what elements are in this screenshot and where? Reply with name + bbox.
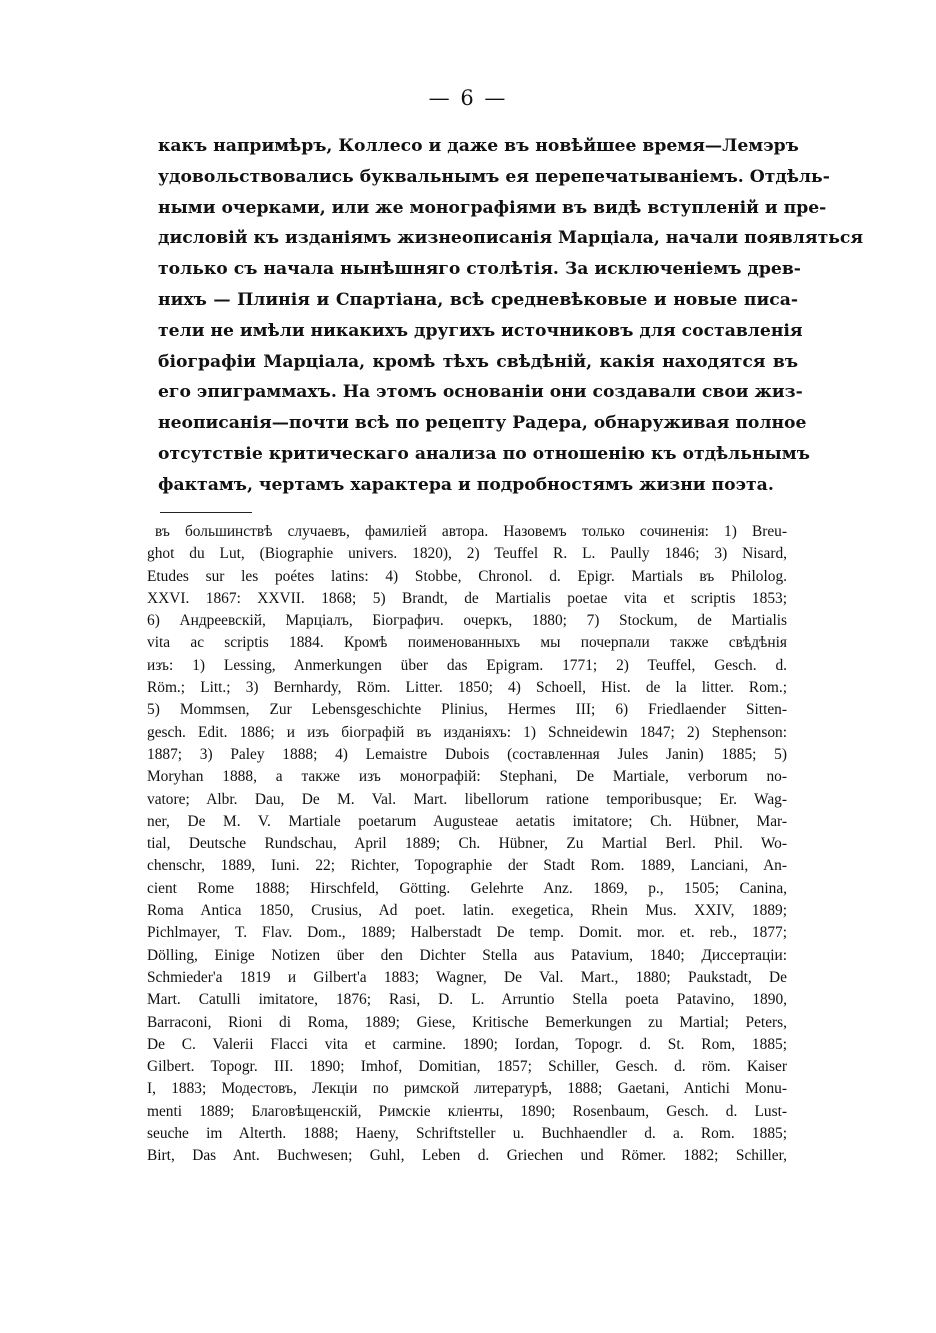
footnote-line: vatore; Albr. Dau, De M. Val. Mart. libellorum ratione temporibusque; Er. Wag- xyxy=(147,790,787,808)
footnote-line: Mart. Catulli imitatore, 1876; Rasi, D. L. Arruntio Stella poeta Patavino, 1890, xyxy=(147,991,787,1009)
main-text-line: его эпиграммахъ. На этомъ основаніи они создавали свои жиз- xyxy=(158,382,803,403)
footnote-line: XXVI. 1867: XXVII. 1868; 5) Brandt, de Martialis poetae vita et scriptis 1853; xyxy=(147,589,787,607)
main-text-line: нихъ — Плинія и Спартіана, всѣ средневѣковые и новые писа- xyxy=(158,289,798,310)
footnote-line: Moryhan 1888, а также изъ монографій: Stephani, De Martiale, verborum no- xyxy=(147,768,787,786)
main-text-line: фактамъ, чертамъ характера и подробностямъ жизни поэта. xyxy=(158,474,774,495)
footnote-line: Birt, Das Ant. Buchwesen; Guhl, Leben d. Griechen und Römer. 1882; Schiller, xyxy=(147,1147,787,1165)
footnote-line: Pichlmayer, T. Flav. Dom., 1889; Halberstadt De temp. Domit. mor. et. reb., 1877; xyxy=(147,924,787,942)
footnote-separator xyxy=(160,512,252,513)
footnote xyxy=(147,521,787,1168)
footnote-line: Barraconi, Rioni di Roma, 1889; Giese, Kritische Bemerkungen zu Martial; Peters, xyxy=(147,1013,787,1031)
footnote-line: ghot du Lut, (Biographie univers. 1820), 2) Teuffel R. L. Paully 1846; 3) Nisard, xyxy=(147,545,787,563)
main-text-line: только съ начала нынѣшняго столѣтія. За исключеніемъ древ- xyxy=(158,259,801,280)
footnote-line: Roma Antica 1850, Crusius, Ad poet. latin. exegetica, Rhein Mus. XXIV, 1889; xyxy=(147,902,787,920)
main-text-line: дисловій къ изданіямъ жизнеописанія Марціала, начали появляться xyxy=(158,228,864,249)
footnote-line: tial, Deutsche Rundschau, April 1889; Ch. Hübner, Zu Martial Berl. Phil. Wo- xyxy=(147,835,787,853)
footnote-line: vita ac scriptis 1884. Кромѣ поименованныхъ мы почерпали также свѣдѣнія xyxy=(147,634,787,652)
main-text-line: отсутствіе критическаго анализа по отношенію къ отдѣльнымъ xyxy=(158,443,810,464)
page-number: — 6 — xyxy=(428,86,508,110)
footnote-line: Etudes sur les poétes latins: 4) Stobbe, Chronol. d. Epigr. Martials въ Philolog. xyxy=(147,567,787,585)
main-text-line: неописанія—почти всѣ по рецепту Радера, обнаруживая полное xyxy=(158,413,807,434)
footnote-line: gesch. Edit. 1886; и изъ біографій въ изданіяхъ: 1) Schneidewin 1847; 2) Stephenson: xyxy=(147,723,787,741)
footnote-line: Schmieder'a 1819 и Gilbert'a 1883; Wagner, De Val. Mart., 1880; Paukstadt, De xyxy=(147,968,787,986)
main-text-line: какъ напримѣръ, Коллесо и даже въ новѣйшее время—Лемэръ xyxy=(158,136,799,156)
footnote-line: seuche im Alterth. 1888; Haeny, Schriftsteller u. Buchhaendler d. a. Rom. 1885; xyxy=(147,1125,787,1143)
main-text-line: ными очерками, или же монографіями въ видѣ вступленій и пре- xyxy=(158,197,827,218)
main-text-line: удовольствовались буквальнымъ ея перепечатываніемъ. Отдѣль- xyxy=(158,166,830,187)
footnote-line: cient Rome 1888; Hirschfeld, Götting. Gelehrte Anz. 1869, p., 1505; Canina, xyxy=(147,879,787,897)
footnote-line: Röm.; Litt.; 3) Bernhardy, Röm. Litter. 1850; 4) Schoell, Hist. de la litter. Rom.; xyxy=(147,679,787,697)
footnote-line: 1887; 3) Paley 1888; 4) Lemaistre Dubois (составленная Jules Janin) 1885; 5) xyxy=(147,745,787,763)
footnote-line: menti 1889; Благовѣщенскій, Римскіе кліенты, 1890; Rosenbaum, Gesch. d. Lust- xyxy=(147,1102,787,1120)
footnote-line: въ большинствѣ случаевъ, фамиліей автора. Назовемъ только сочиненія: 1) Breu- xyxy=(155,523,787,540)
main-text-line: біографіи Марціала, кромѣ тѣхъ свѣдѣній, какія находятся въ xyxy=(158,351,798,372)
footnote-line: I, 1883; Модестовъ, Лекціи по римской литературѣ, 1888; Gaetani, Antichi Monu- xyxy=(147,1080,787,1098)
footnote-line: Dölling, Einige Notizen über den Dichter Stella aus Patavium, 1840; Диссертаціи: xyxy=(147,946,787,964)
footnote-line: chenschr, 1889, Iuni. 22; Richter, Topographie der Stadt Rom. 1889, Lanciani, An- xyxy=(147,857,787,875)
footnote-line: ner, De M. V. Martiale poetarum Augusteae aetatis imitatore; Ch. Hübner, Mar- xyxy=(147,812,787,830)
main-text-line: тели не имѣли никакихъ другихъ источниковъ для составленія xyxy=(158,320,803,341)
footnote-line: изъ: 1) Lessing, Anmerkungen über das Epigram. 1771; 2) Teuffel, Gesch. d. xyxy=(147,656,787,674)
footnote-line: 6) Андреевскій, Марціалъ, Біографич. очеркъ, 1880; 7) Stockum, de Martialis xyxy=(147,612,787,630)
footnote-line: 5) Mommsen, Zur Lebensgeschichte Plinius, Hermes III; 6) Friedlaender Sitten- xyxy=(147,701,787,719)
footnote-line: De C. Valerii Flacci vita et carmine. 1890; Iordan, Topogr. d. St. Rom, 1885; xyxy=(147,1035,787,1053)
footnote-line: Gilbert. Topogr. III. 1890; Imhof, Domitian, 1857; Schiller, Gesch. d. röm. Kaiser xyxy=(147,1058,787,1076)
main-text-paragraph xyxy=(158,131,864,501)
